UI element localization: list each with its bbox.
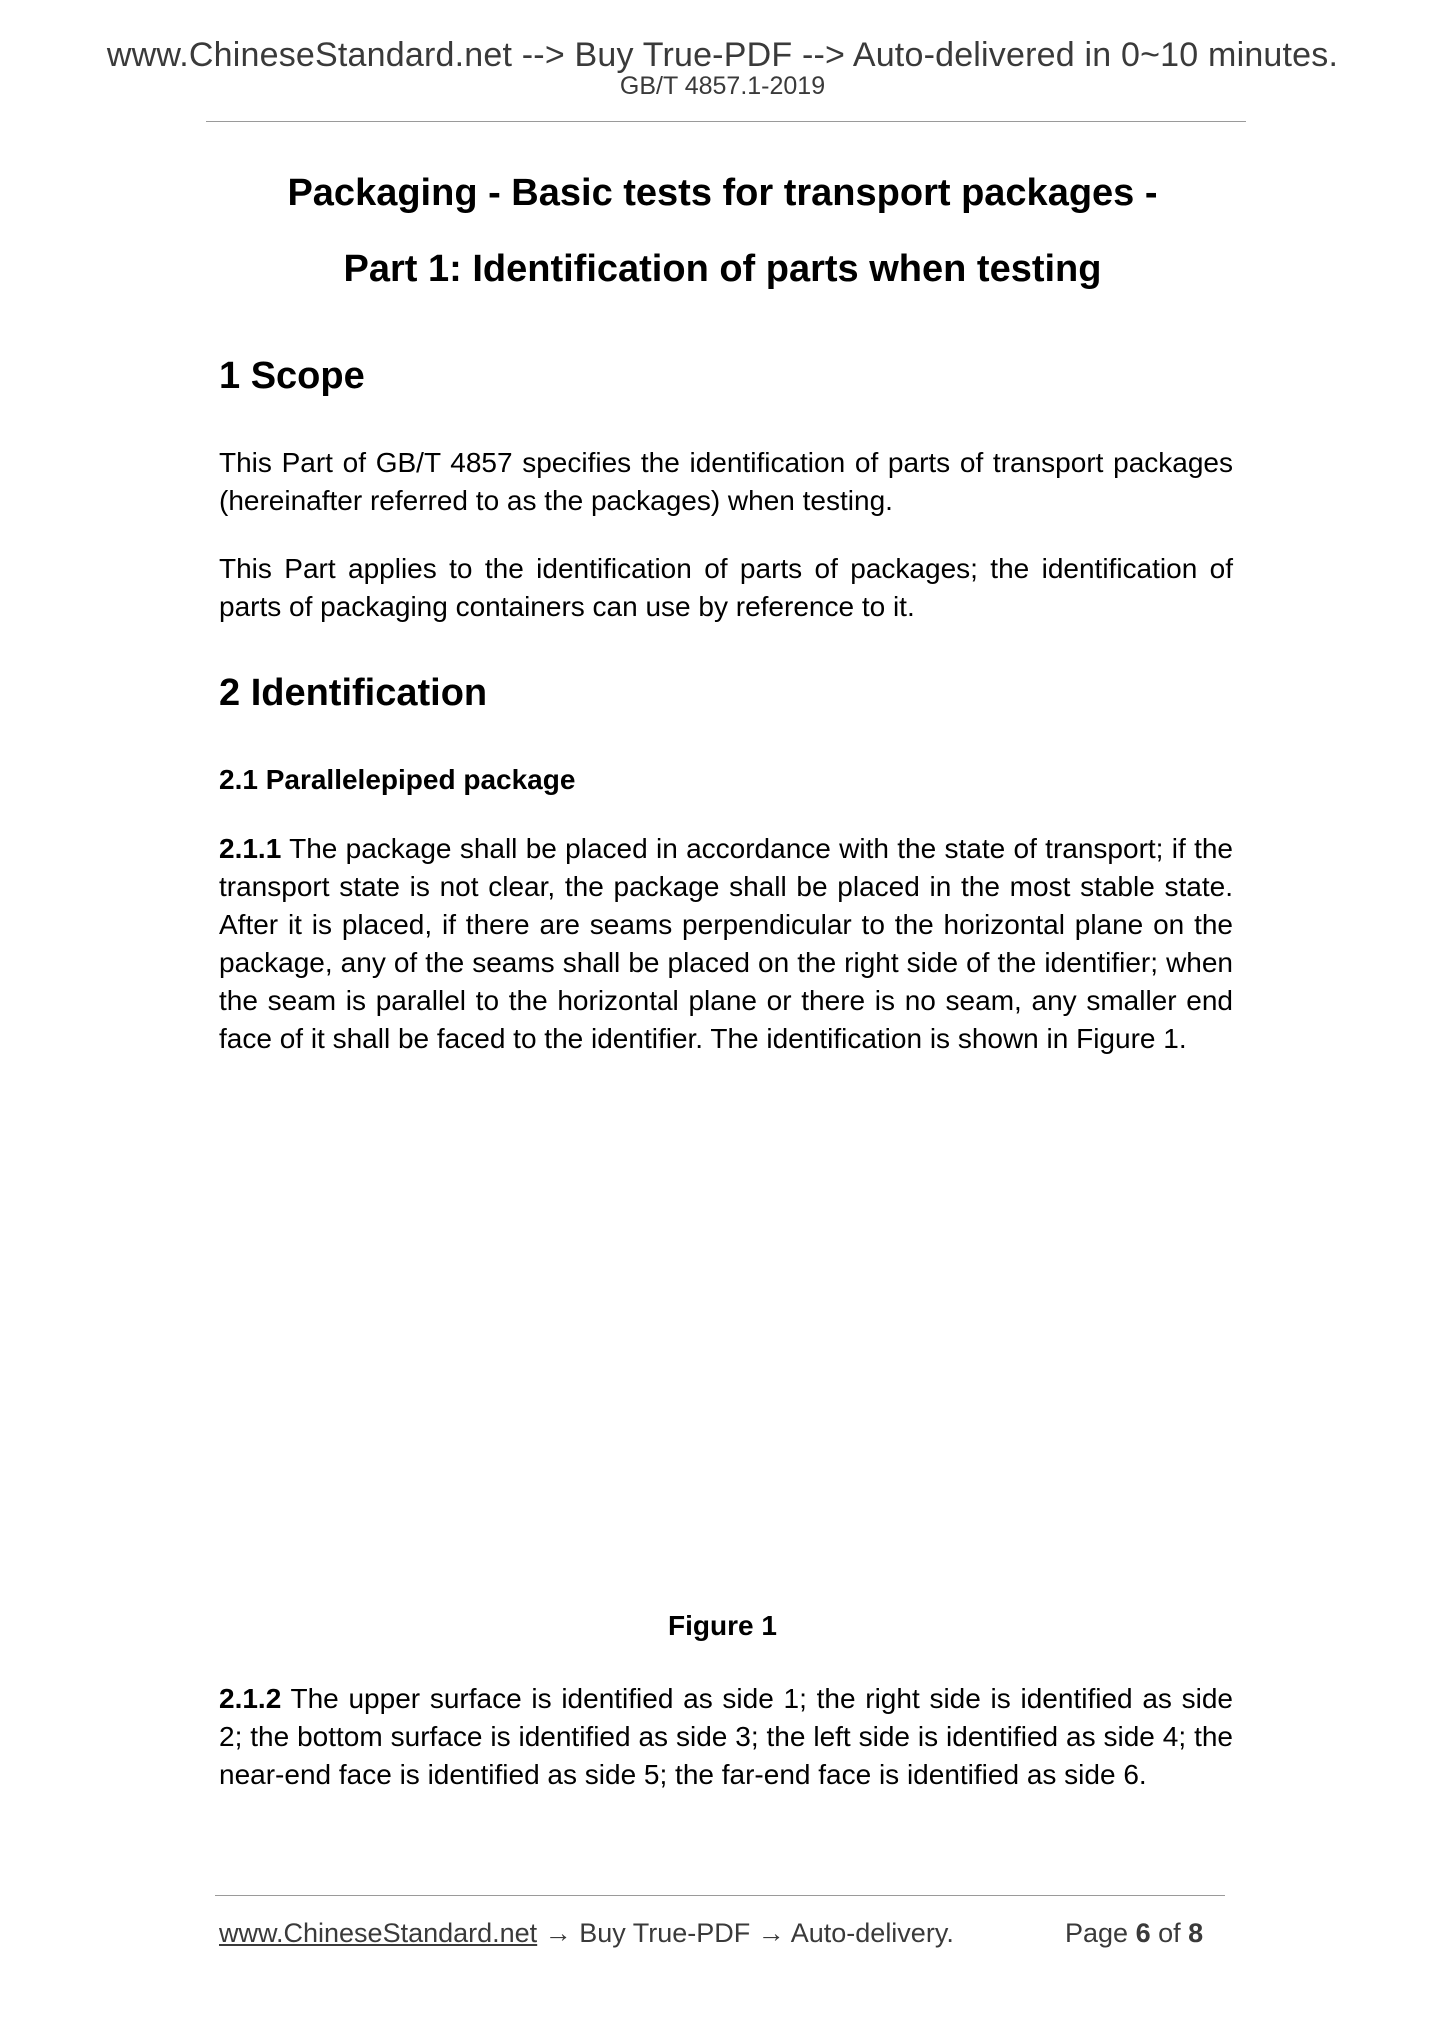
document-title-line-1: Packaging - Basic tests for transport packages -	[287, 172, 1158, 214]
scope-paragraph-2: This Part applies to the identification of parts of packages; the identification of parts of packaging containers can use by reference to it.	[219, 553, 1233, 622]
clause-text: The package shall be placed in accordance with the state of transport; if the transport state is not clear, the package shall be placed in the most stable state. After it is placed, if there are seams perpendicular to the horizontal plane on the package, any of the seams shall be placed on the right side of the identifier; when the seam is parallel to the horizontal plane or there is no seam, any smaller end face of it shall be faced to the identifier. The identification is shown in Figure 1.	[219, 833, 1233, 1054]
subsection-heading-parallelepiped: 2.1 Parallelepiped package	[219, 764, 576, 795]
footer-divider	[215, 1895, 1225, 1896]
document-title-line-2: Part 1: Identification of parts when testing	[343, 248, 1102, 290]
clause-2-1-1	[219, 830, 1233, 1058]
page-number: 6	[1135, 1918, 1151, 1948]
figure-1-placeholder	[219, 1110, 1233, 1600]
page-label: Page	[1065, 1918, 1136, 1948]
site-banner: www.ChineseStandard.net --> Buy True-PDF --> Auto-delivered in 0~10 minutes.	[106, 36, 1339, 74]
header-divider	[206, 121, 1246, 122]
clause-2-1-2	[219, 1680, 1233, 1794]
clause-text: The upper surface is identified as side 1; the right side is identified as side 2; the bottom surface is identified as side 3; the left side is identified as side 4; the near-end face is identified as side 5; the far-end face is identified as side 6.	[219, 1683, 1233, 1790]
section-heading-identification: 2 Identification	[219, 672, 488, 714]
document-code: GB/T 4857.1-2019	[619, 72, 826, 100]
footer-promo-text: → Buy True-PDF → Auto-delivery.	[537, 1918, 954, 1948]
clause-number: 2.1.1	[219, 833, 282, 864]
page-indicator	[1065, 1918, 1203, 1949]
total-pages: 8	[1188, 1918, 1204, 1948]
footer-site-link[interactable]: www.ChineseStandard.net	[219, 1918, 538, 1948]
scope-paragraph-1: This Part of GB/T 4857 specifies the identification of parts of transport packages (hereinafter referred to as the packages) when testing.	[219, 447, 1233, 516]
clause-number: 2.1.2	[219, 1683, 282, 1714]
figure-caption: Figure 1	[668, 1610, 777, 1641]
section-heading-scope: 1 Scope	[219, 355, 365, 397]
of-label: of	[1150, 1918, 1189, 1948]
footer-promo	[219, 1918, 954, 1949]
